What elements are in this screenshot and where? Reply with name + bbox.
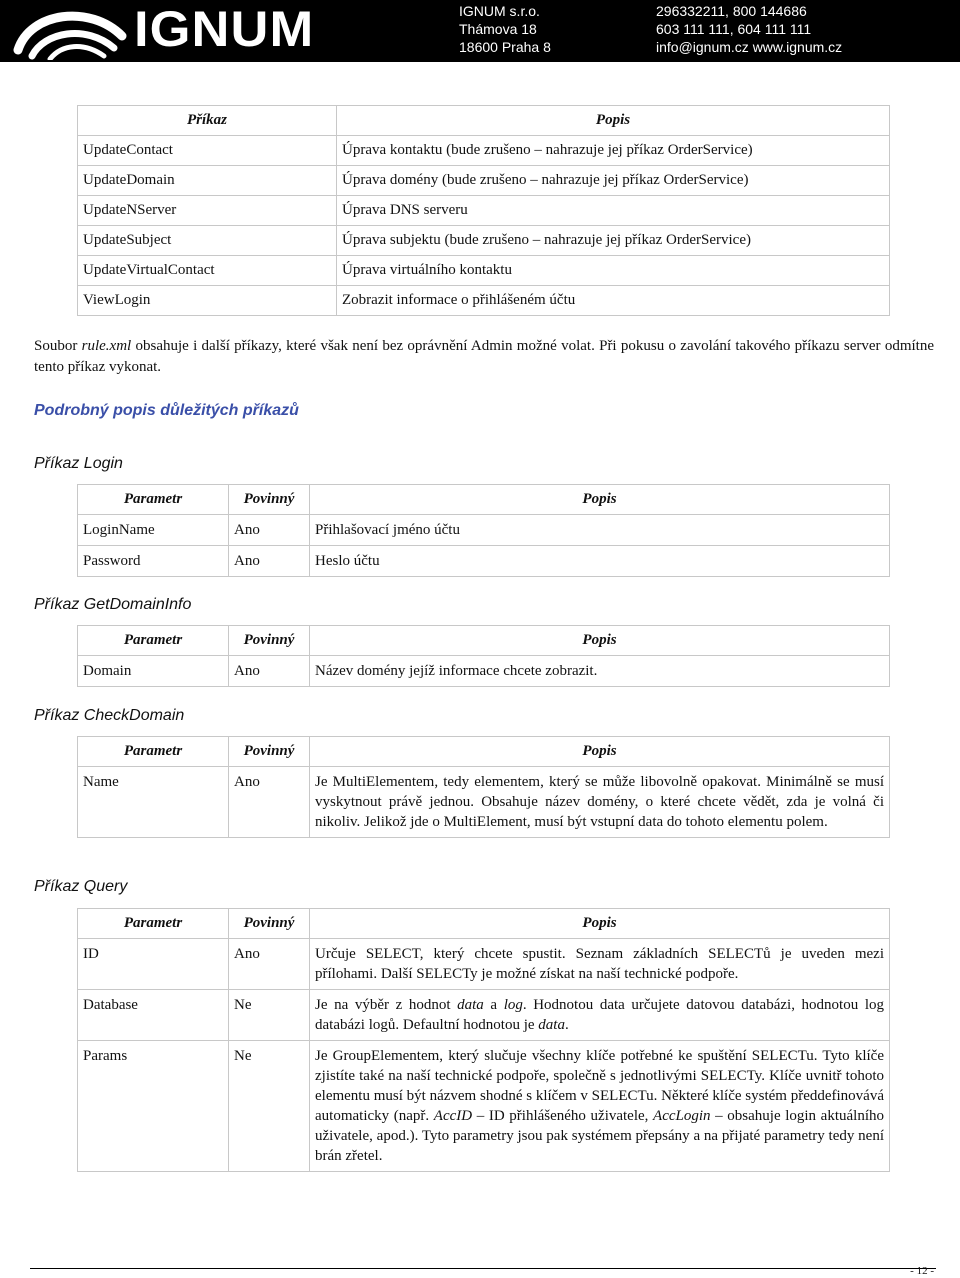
column-header-description: Popis xyxy=(310,626,890,656)
table-row xyxy=(78,767,890,838)
company-street: Thámova 18 xyxy=(459,21,537,37)
table-row xyxy=(78,515,890,546)
table-header-row xyxy=(78,485,890,515)
checkdomain-params-table xyxy=(77,736,890,838)
column-header-description: Popis xyxy=(310,909,890,939)
table-row xyxy=(78,939,890,990)
desc-text: a xyxy=(483,997,504,1013)
param-required: Ano xyxy=(229,767,310,838)
param-name: LoginName xyxy=(78,515,229,546)
table-row xyxy=(78,196,890,226)
param-name: Password xyxy=(78,546,229,577)
param-required: Ne xyxy=(229,990,310,1041)
table-header-row xyxy=(78,106,890,136)
logo-wordmark: IGNUM xyxy=(134,1,315,57)
param-name: ID xyxy=(78,939,229,990)
table-row xyxy=(78,166,890,196)
getdomaininfo-params-table xyxy=(77,625,890,687)
para-text: Soubor xyxy=(34,338,82,354)
table-row xyxy=(78,546,890,577)
file-name: rule.xml xyxy=(81,338,132,354)
table-header-row xyxy=(78,909,890,939)
ignum-logo xyxy=(10,2,320,60)
company-email-web: info@ignum.cz www.ignum.cz xyxy=(656,39,843,55)
value-term: log xyxy=(503,997,523,1013)
value-term: data xyxy=(538,1017,565,1033)
param-description: Určuje SELECT, který chcete spustit. Seznam základních SELECTů je uveden mezi přílohami. Další SELECTy je možné získat na naší technické podpoře. xyxy=(310,939,890,990)
commands-table xyxy=(77,105,890,316)
command-name: UpdateVirtualContact xyxy=(78,256,337,286)
table-row xyxy=(78,226,890,256)
company-phones: 603 111 111, 604 111 111 xyxy=(656,21,812,37)
column-header-required: Povinný xyxy=(229,737,310,767)
table-row xyxy=(78,286,890,316)
command-description: Úprava DNS serveru xyxy=(337,196,890,226)
page-number: - 12 - xyxy=(910,1265,934,1277)
value-term: AccLogin xyxy=(653,1108,711,1124)
param-required: Ne xyxy=(229,1041,310,1172)
column-header-description: Popis xyxy=(310,737,890,767)
param-name: Domain xyxy=(78,656,229,687)
param-description xyxy=(310,1041,890,1172)
column-header-parameter: Parametr xyxy=(78,909,229,939)
param-description: Je MultiElementem, tedy elementem, který se může libovolně opakovat. Minimálně se musí vyskytnout právě jednou. Obsahuje název domény, o které chcete vědět, zda je volná či nikoliv. Jelikož jde o MultiElement, musí být vstupní data do tohoto elementu polem. xyxy=(310,767,890,838)
command-description: Úprava virtuálního kontaktu xyxy=(337,256,890,286)
command-description: Zobrazit informace o přihlášeném účtu xyxy=(337,286,890,316)
column-header-parameter: Parametr xyxy=(78,626,229,656)
param-required: Ano xyxy=(229,939,310,990)
table-row xyxy=(78,1041,890,1172)
command-description: Úprava kontaktu (bude zrušeno – nahrazuje jej příkaz OrderService) xyxy=(337,136,890,166)
rule-xml-paragraph xyxy=(34,336,934,378)
company-city: 18600 Praha 8 xyxy=(459,39,551,55)
table-row xyxy=(78,136,890,166)
command-description: Úprava subjektu (bude zrušeno – nahrazuje jej příkaz OrderService) xyxy=(337,226,890,256)
para-text: obsahuje i další příkazy, které však není bez oprávnění Admin možné volat. Při pokusu o zavolání takového příkazu server odmítne tento příkaz vykonat. xyxy=(34,338,934,375)
param-description xyxy=(310,990,890,1041)
column-header-description: Popis xyxy=(337,106,890,136)
getdomaininfo-title: Příkaz GetDomainInfo xyxy=(34,596,192,613)
table-header-row xyxy=(78,737,890,767)
command-name: ViewLogin xyxy=(78,286,337,316)
desc-text: . Hodnotou data určujete datovou databázi, hodnotou log databázi logů. Defaultní hodnotou je xyxy=(315,997,884,1033)
company-ids: 296332211, 800 144686 xyxy=(656,3,807,19)
footer-divider xyxy=(30,1268,936,1269)
table-row xyxy=(78,656,890,687)
command-name: UpdateContact xyxy=(78,136,337,166)
param-required: Ano xyxy=(229,515,310,546)
column-header-parameter: Parametr xyxy=(78,737,229,767)
param-required: Ano xyxy=(229,546,310,577)
company-address xyxy=(459,2,551,56)
section-title: Podrobný popis důležitých příkazů xyxy=(34,402,299,419)
value-term: data xyxy=(457,997,484,1013)
param-name: Name xyxy=(78,767,229,838)
desc-text: Je GroupElementem, který slučuje všechny klíče potřebné ke spuštění SELECTu. Tyto klíče zjistíte také na naší technické podpoře, společně s jednotlivými SELECTy. Klíče uvnitř tohoto elementu musí být názvem shodné s klíčem v SELECTu. Některé klíče systém předdefinovává automaticky (např. xyxy=(315,1048,884,1124)
column-header-description: Popis xyxy=(310,485,890,515)
command-name: UpdateDomain xyxy=(78,166,337,196)
logo-arc-icon xyxy=(10,2,130,60)
table-row xyxy=(78,256,890,286)
param-required: Ano xyxy=(229,656,310,687)
command-name: UpdateSubject xyxy=(78,226,337,256)
desc-text: Je na výběr z hodnot xyxy=(315,997,458,1013)
column-header-required: Povinný xyxy=(229,909,310,939)
company-contacts xyxy=(656,2,842,56)
param-description: Heslo účtu xyxy=(310,546,890,577)
page-header xyxy=(0,0,960,62)
query-params-table xyxy=(77,908,890,1172)
param-description: Název domény jejíž informace chcete zobrazit. xyxy=(310,656,890,687)
desc-text: . xyxy=(564,1017,569,1033)
column-header-parameter: Parametr xyxy=(78,485,229,515)
table-row xyxy=(78,990,890,1041)
company-name: IGNUM s.r.o. xyxy=(459,3,540,19)
column-header-required: Povinný xyxy=(229,485,310,515)
command-description: Úprava domény (bude zrušeno – nahrazuje jej příkaz OrderService) xyxy=(337,166,890,196)
login-params-table xyxy=(77,484,890,577)
query-title: Příkaz Query xyxy=(34,878,128,895)
value-term: AccID xyxy=(433,1108,473,1124)
command-name: UpdateNServer xyxy=(78,196,337,226)
login-title: Příkaz Login xyxy=(34,455,123,472)
column-header-required: Povinný xyxy=(229,626,310,656)
checkdomain-title: Příkaz CheckDomain xyxy=(34,707,185,724)
desc-text: – ID přihlášeného uživatele, xyxy=(472,1108,654,1124)
param-description: Přihlašovací jméno účtu xyxy=(310,515,890,546)
desc-text: – obsahuje login aktuálního uživatele, apod.). Tyto parametry jsou pak systémem přepsány a na přijaté parametry tedy není brán zřetel. xyxy=(315,1108,884,1164)
param-name: Database xyxy=(78,990,229,1041)
param-name: Params xyxy=(78,1041,229,1172)
column-header-command: Příkaz xyxy=(78,106,337,136)
table-header-row xyxy=(78,626,890,656)
